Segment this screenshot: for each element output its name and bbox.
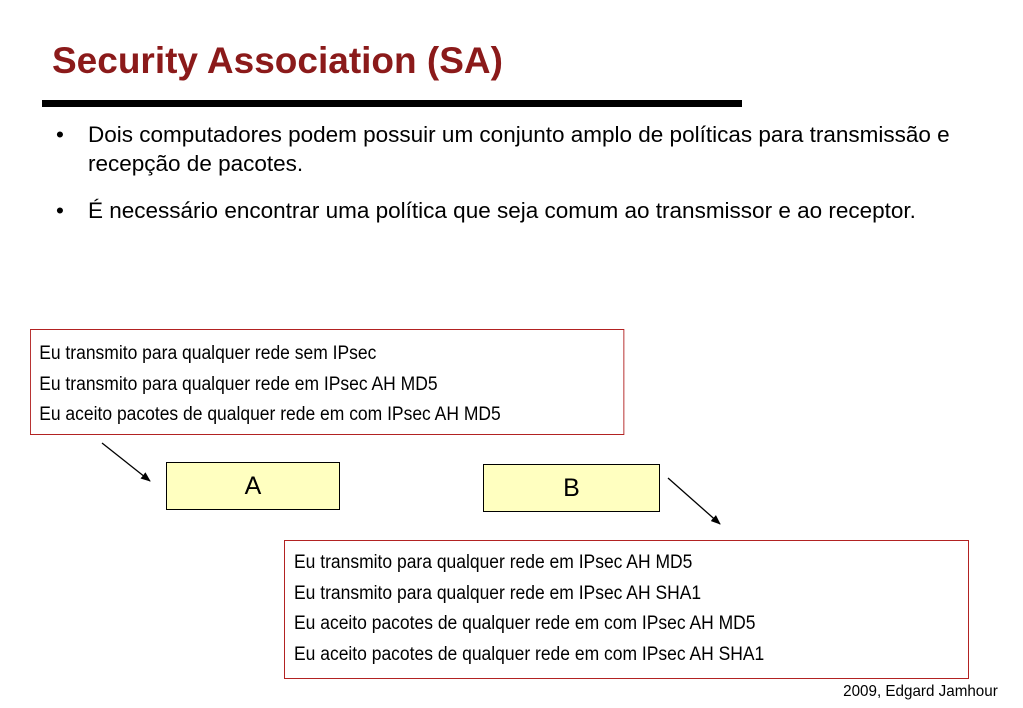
node-b [483, 464, 660, 512]
policy-line: Eu transmito para qualquer rede sem IPsec [39, 343, 377, 364]
policy-line: Eu aceito pacotes de qualquer rede em com IPsec AH MD5 [294, 613, 756, 634]
bullet-text: É necessário encontrar uma política que seja comum ao transmissor e ao receptor. [88, 198, 916, 223]
policy-box-b [284, 540, 969, 679]
title-underline [42, 100, 742, 107]
node-b-label: B [563, 473, 580, 502]
bullet-list [56, 120, 976, 243]
policy-line: Eu aceito pacotes de qualquer rede em com IPsec AH MD5 [39, 404, 501, 425]
policy-box-a [30, 329, 624, 435]
bullet-marker: • [56, 198, 64, 223]
policy-line: Eu transmito para qualquer rede em IPsec AH MD5 [294, 552, 693, 573]
bullet-text: Dois computadores podem possuir um conjunto amplo de políticas para transmissão e recepção de pacotes. [88, 122, 950, 176]
arrow-box-a-to-node-a [102, 443, 150, 481]
footer-credit: 2009, Edgard Jamhour [843, 683, 998, 700]
arrow-node-b-to-box-b [668, 478, 720, 524]
node-a [166, 462, 340, 510]
bullet-item [56, 120, 976, 178]
slide-title: Security Association (SA) [52, 40, 503, 81]
policy-line: Eu aceito pacotes de qualquer rede em com IPsec AH SHA1 [294, 643, 765, 665]
node-a-label: A [244, 471, 262, 500]
policy-line: Eu transmito para qualquer rede em IPsec AH MD5 [39, 373, 438, 395]
policy-line: Eu transmito para qualquer rede em IPsec AH SHA1 [294, 582, 702, 604]
bullet-marker: • [56, 122, 64, 147]
bullet-item [56, 196, 976, 225]
